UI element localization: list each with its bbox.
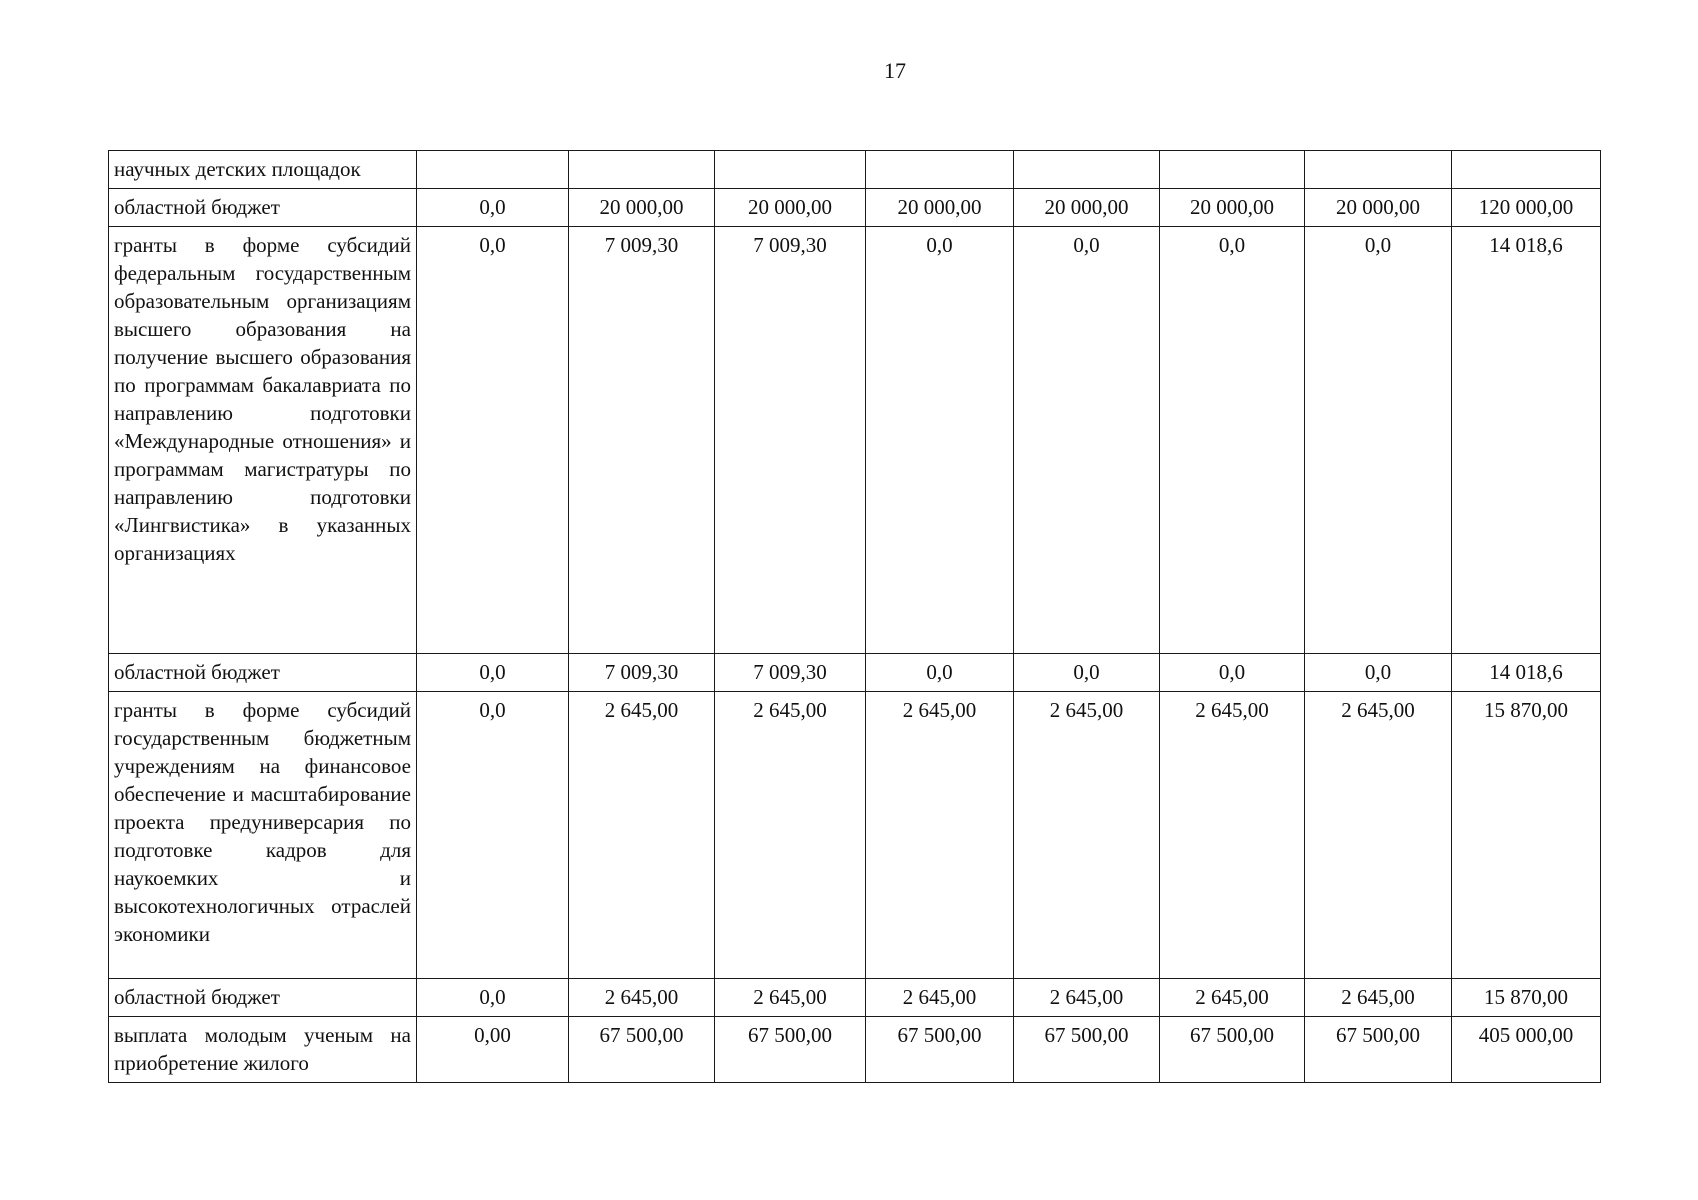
- value-cell: 0,00: [417, 1017, 569, 1083]
- value-cell: 20 000,00: [1160, 189, 1305, 227]
- value-cell: 0,0: [866, 227, 1014, 654]
- value-cell: 2 645,00: [569, 979, 715, 1017]
- value-cell: 2 645,00: [1014, 979, 1160, 1017]
- table-row: [109, 692, 1601, 979]
- total-cell: 15 870,00: [1452, 692, 1601, 979]
- value-cell: 0,0: [1014, 227, 1160, 654]
- value-cell: 0,0: [1160, 654, 1305, 692]
- value-cell: [866, 151, 1014, 189]
- table-row: [109, 1017, 1601, 1083]
- value-cell: 2 645,00: [1305, 979, 1452, 1017]
- value-cell: 0,0: [1305, 654, 1452, 692]
- total-cell: 14 018,6: [1452, 227, 1601, 654]
- value-cell: 20 000,00: [1014, 189, 1160, 227]
- value-cell: [1014, 151, 1160, 189]
- value-cell: 67 500,00: [1160, 1017, 1305, 1083]
- value-cell: 0,0: [1160, 227, 1305, 654]
- total-cell: 120 000,00: [1452, 189, 1601, 227]
- value-cell: 0,0: [417, 654, 569, 692]
- table-row: [109, 654, 1601, 692]
- value-cell: 2 645,00: [1160, 692, 1305, 979]
- value-cell: 0,0: [417, 189, 569, 227]
- value-cell: 0,0: [417, 692, 569, 979]
- value-cell: 0,0: [417, 979, 569, 1017]
- table-row: [109, 227, 1601, 654]
- value-cell: 67 500,00: [866, 1017, 1014, 1083]
- value-cell: 7 009,30: [569, 227, 715, 654]
- value-cell: [417, 151, 569, 189]
- table-row: [109, 189, 1601, 227]
- value-cell: 2 645,00: [715, 979, 866, 1017]
- row-description: научных детских площадок: [109, 151, 417, 189]
- row-description: гранты в форме субсидий федеральным государственным образовательным организациям высшего образования на получение высшего образования по программам бакалавриата по направлению подготовки «Международные отношения» и программам магистратуры по направлению подготовки «Лингвистика» в указанных организациях: [109, 227, 417, 654]
- value-cell: 2 645,00: [1305, 692, 1452, 979]
- table-row: [109, 979, 1601, 1017]
- value-cell: 0,0: [1014, 654, 1160, 692]
- table-row: [109, 151, 1601, 189]
- value-cell: 0,0: [1305, 227, 1452, 654]
- value-cell: 67 500,00: [715, 1017, 866, 1083]
- value-cell: 67 500,00: [1305, 1017, 1452, 1083]
- total-cell: 14 018,6: [1452, 654, 1601, 692]
- value-cell: 0,0: [866, 654, 1014, 692]
- total-cell: [1452, 151, 1601, 189]
- row-description: областной бюджет: [109, 189, 417, 227]
- value-cell: [715, 151, 866, 189]
- value-cell: 7 009,30: [715, 227, 866, 654]
- value-cell: [569, 151, 715, 189]
- value-cell: 20 000,00: [1305, 189, 1452, 227]
- value-cell: 20 000,00: [866, 189, 1014, 227]
- total-cell: 15 870,00: [1452, 979, 1601, 1017]
- value-cell: 2 645,00: [569, 692, 715, 979]
- value-cell: 7 009,30: [715, 654, 866, 692]
- value-cell: 2 645,00: [866, 692, 1014, 979]
- value-cell: 20 000,00: [715, 189, 866, 227]
- value-cell: 67 500,00: [569, 1017, 715, 1083]
- row-description: областной бюджет: [109, 654, 417, 692]
- value-cell: 2 645,00: [866, 979, 1014, 1017]
- row-description: областной бюджет: [109, 979, 417, 1017]
- value-cell: 2 645,00: [1160, 979, 1305, 1017]
- value-cell: [1160, 151, 1305, 189]
- row-description: гранты в форме субсидий государственным бюджетным учреждениям на финансовое обеспечение и масштабирование проекта предуниверсария по подготовке кадров для наукоемких и высокотехнологичных отраслей экономики: [109, 692, 417, 979]
- value-cell: 2 645,00: [715, 692, 866, 979]
- value-cell: [1305, 151, 1452, 189]
- value-cell: 0,0: [417, 227, 569, 654]
- page-number: 17: [884, 58, 906, 83]
- value-cell: 20 000,00: [569, 189, 715, 227]
- value-cell: 7 009,30: [569, 654, 715, 692]
- row-description: выплата молодым ученым на приобретение жилого: [109, 1017, 417, 1083]
- budget-table: [108, 150, 1601, 1083]
- value-cell: 67 500,00: [1014, 1017, 1160, 1083]
- value-cell: 2 645,00: [1014, 692, 1160, 979]
- total-cell: 405 000,00: [1452, 1017, 1601, 1083]
